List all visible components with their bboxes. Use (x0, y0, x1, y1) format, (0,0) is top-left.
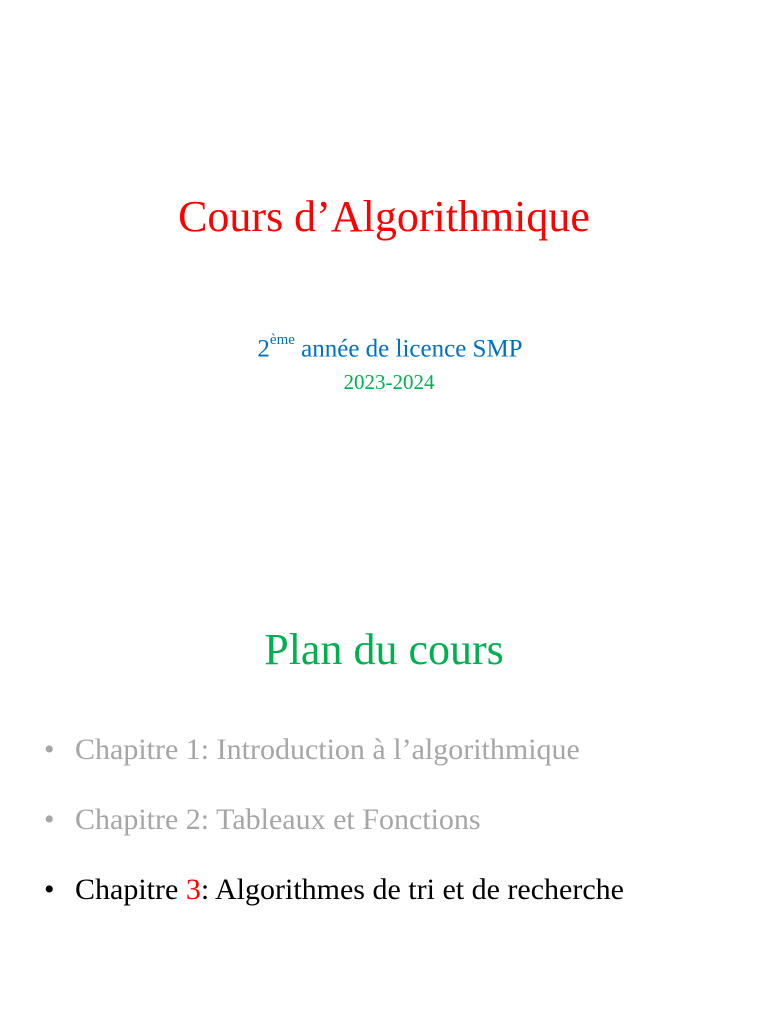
bullet-icon: • (44, 873, 55, 906)
course-subtitle (0, 326, 768, 366)
chapter-label: Chapitre 1: Introduction à l’algorithmique (75, 733, 580, 766)
bullet-icon: • (44, 733, 55, 766)
chapter-number-highlight: 3 (185, 873, 201, 906)
academic-year: 2023-2024 (343, 370, 435, 394)
chapter-label-suffix: : Algorithmes de tri et de recherche (200, 873, 624, 906)
chapter-label: Chapitre 2: Tableaux et Fonctions (75, 803, 481, 836)
chapter-item-2 (44, 800, 624, 840)
chapter-list (44, 730, 624, 940)
bullet-icon: • (44, 803, 55, 836)
subtitle-text: année de licence SMP (294, 335, 523, 363)
plan-slide (0, 512, 768, 1024)
subtitle-superscript: ème (269, 332, 295, 348)
chapter-item-3 (44, 870, 624, 910)
plan-title: Plan du cours (264, 625, 504, 674)
chapter-label-prefix: Chapitre (75, 873, 186, 906)
subtitle-year-number: 2 (257, 335, 270, 363)
course-title: Cours d’Algorithmique (178, 192, 590, 241)
chapter-item-1 (44, 730, 624, 770)
